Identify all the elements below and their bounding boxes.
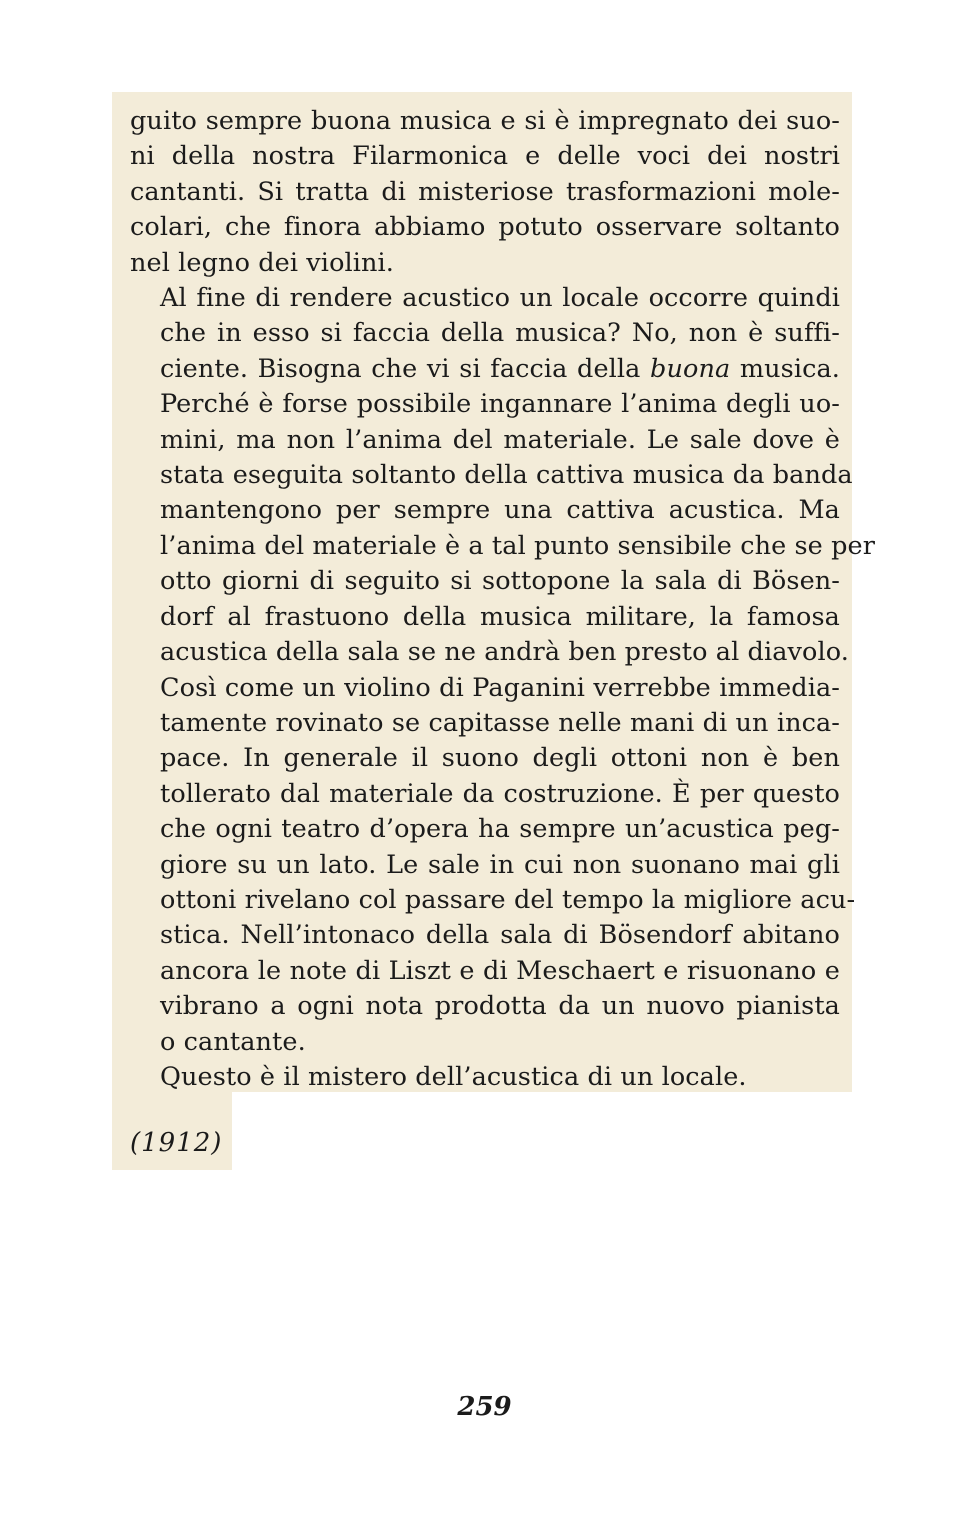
text-line: Al fine di rendere acustico un locale occorre quindi	[160, 283, 840, 314]
text-line: tamente rovinato se capitasse nelle mani di un inca-	[160, 707, 840, 738]
paragraph-1	[130, 104, 840, 281]
text-line: nel legno dei violini.	[130, 247, 395, 278]
text-line: pace. In generale il suono degli ottoni non è ben	[160, 743, 840, 774]
text-line: colari, che finora abbiamo potuto osservare soltanto	[130, 212, 840, 243]
text-line: stata eseguita soltanto della cattiva musica da banda	[160, 460, 853, 491]
text-line: dorf al frastuono della musica militare, la famosa	[160, 601, 840, 632]
paragraph-2	[130, 281, 875, 1060]
page-number: 259	[457, 1392, 512, 1422]
text-line: ottoni rivelano col passare del tempo la migliore acu-	[160, 884, 856, 915]
text-line: acustica della sala se ne andrà ben presto al diavolo.	[160, 637, 849, 668]
text-line: Così come un violino di Paganini verrebbe immedia-	[160, 672, 840, 703]
text-line: giore su un lato. Le sale in cui non suonano mai gli	[160, 849, 840, 880]
text-line: ancora le note di Liszt e di Meschaert e risuonano e	[160, 955, 840, 986]
text-line: l’anima del materiale è a tal punto sensibile che se per	[160, 530, 875, 561]
text-line: stica. Nell’intonaco della sala di Bösendorf abitano	[160, 920, 840, 951]
text-line: mantengono per sempre una cattiva acustica. Ma	[160, 495, 840, 526]
text-line: otto giorni di seguito si sottopone la sala di Bösen-	[160, 566, 840, 597]
emphasized-word: buona	[650, 353, 731, 384]
text-line: Perché è forse possibile ingannare l’anima degli uo-	[160, 389, 840, 420]
text-line: mini, ma non l’anima del materiale. Le sale dove è	[160, 424, 840, 455]
text-line: o cantante.	[160, 1026, 306, 1057]
text-line: che ogni teatro d’opera ha sempre un’acustica peg-	[160, 814, 840, 845]
text-line: guito sempre buona musica e si è impregnato dei suo-	[130, 106, 840, 136]
text-line: vibrano a ogni nota prodotta da un nuovo pianista	[160, 991, 840, 1022]
essay-date: (1912)	[130, 1128, 223, 1158]
text-line: che in esso si faccia della musica? No, non è suffi-	[160, 318, 840, 349]
text-line: ciente. Bisogna che vi si faccia della buona musica.	[160, 353, 840, 384]
paragraph-3	[130, 1060, 840, 1095]
text-line: tollerato dal materiale da costruzione. È per questo	[160, 778, 840, 809]
text-line: Questo è il mistero dell’acustica di un locale.	[160, 1061, 747, 1092]
body-text	[130, 104, 875, 1095]
text-line: cantanti. Si tratta di misteriose trasformazioni mole-	[130, 176, 840, 207]
text-line: ni della nostra Filarmonica e delle voci dei nostri	[130, 141, 840, 172]
